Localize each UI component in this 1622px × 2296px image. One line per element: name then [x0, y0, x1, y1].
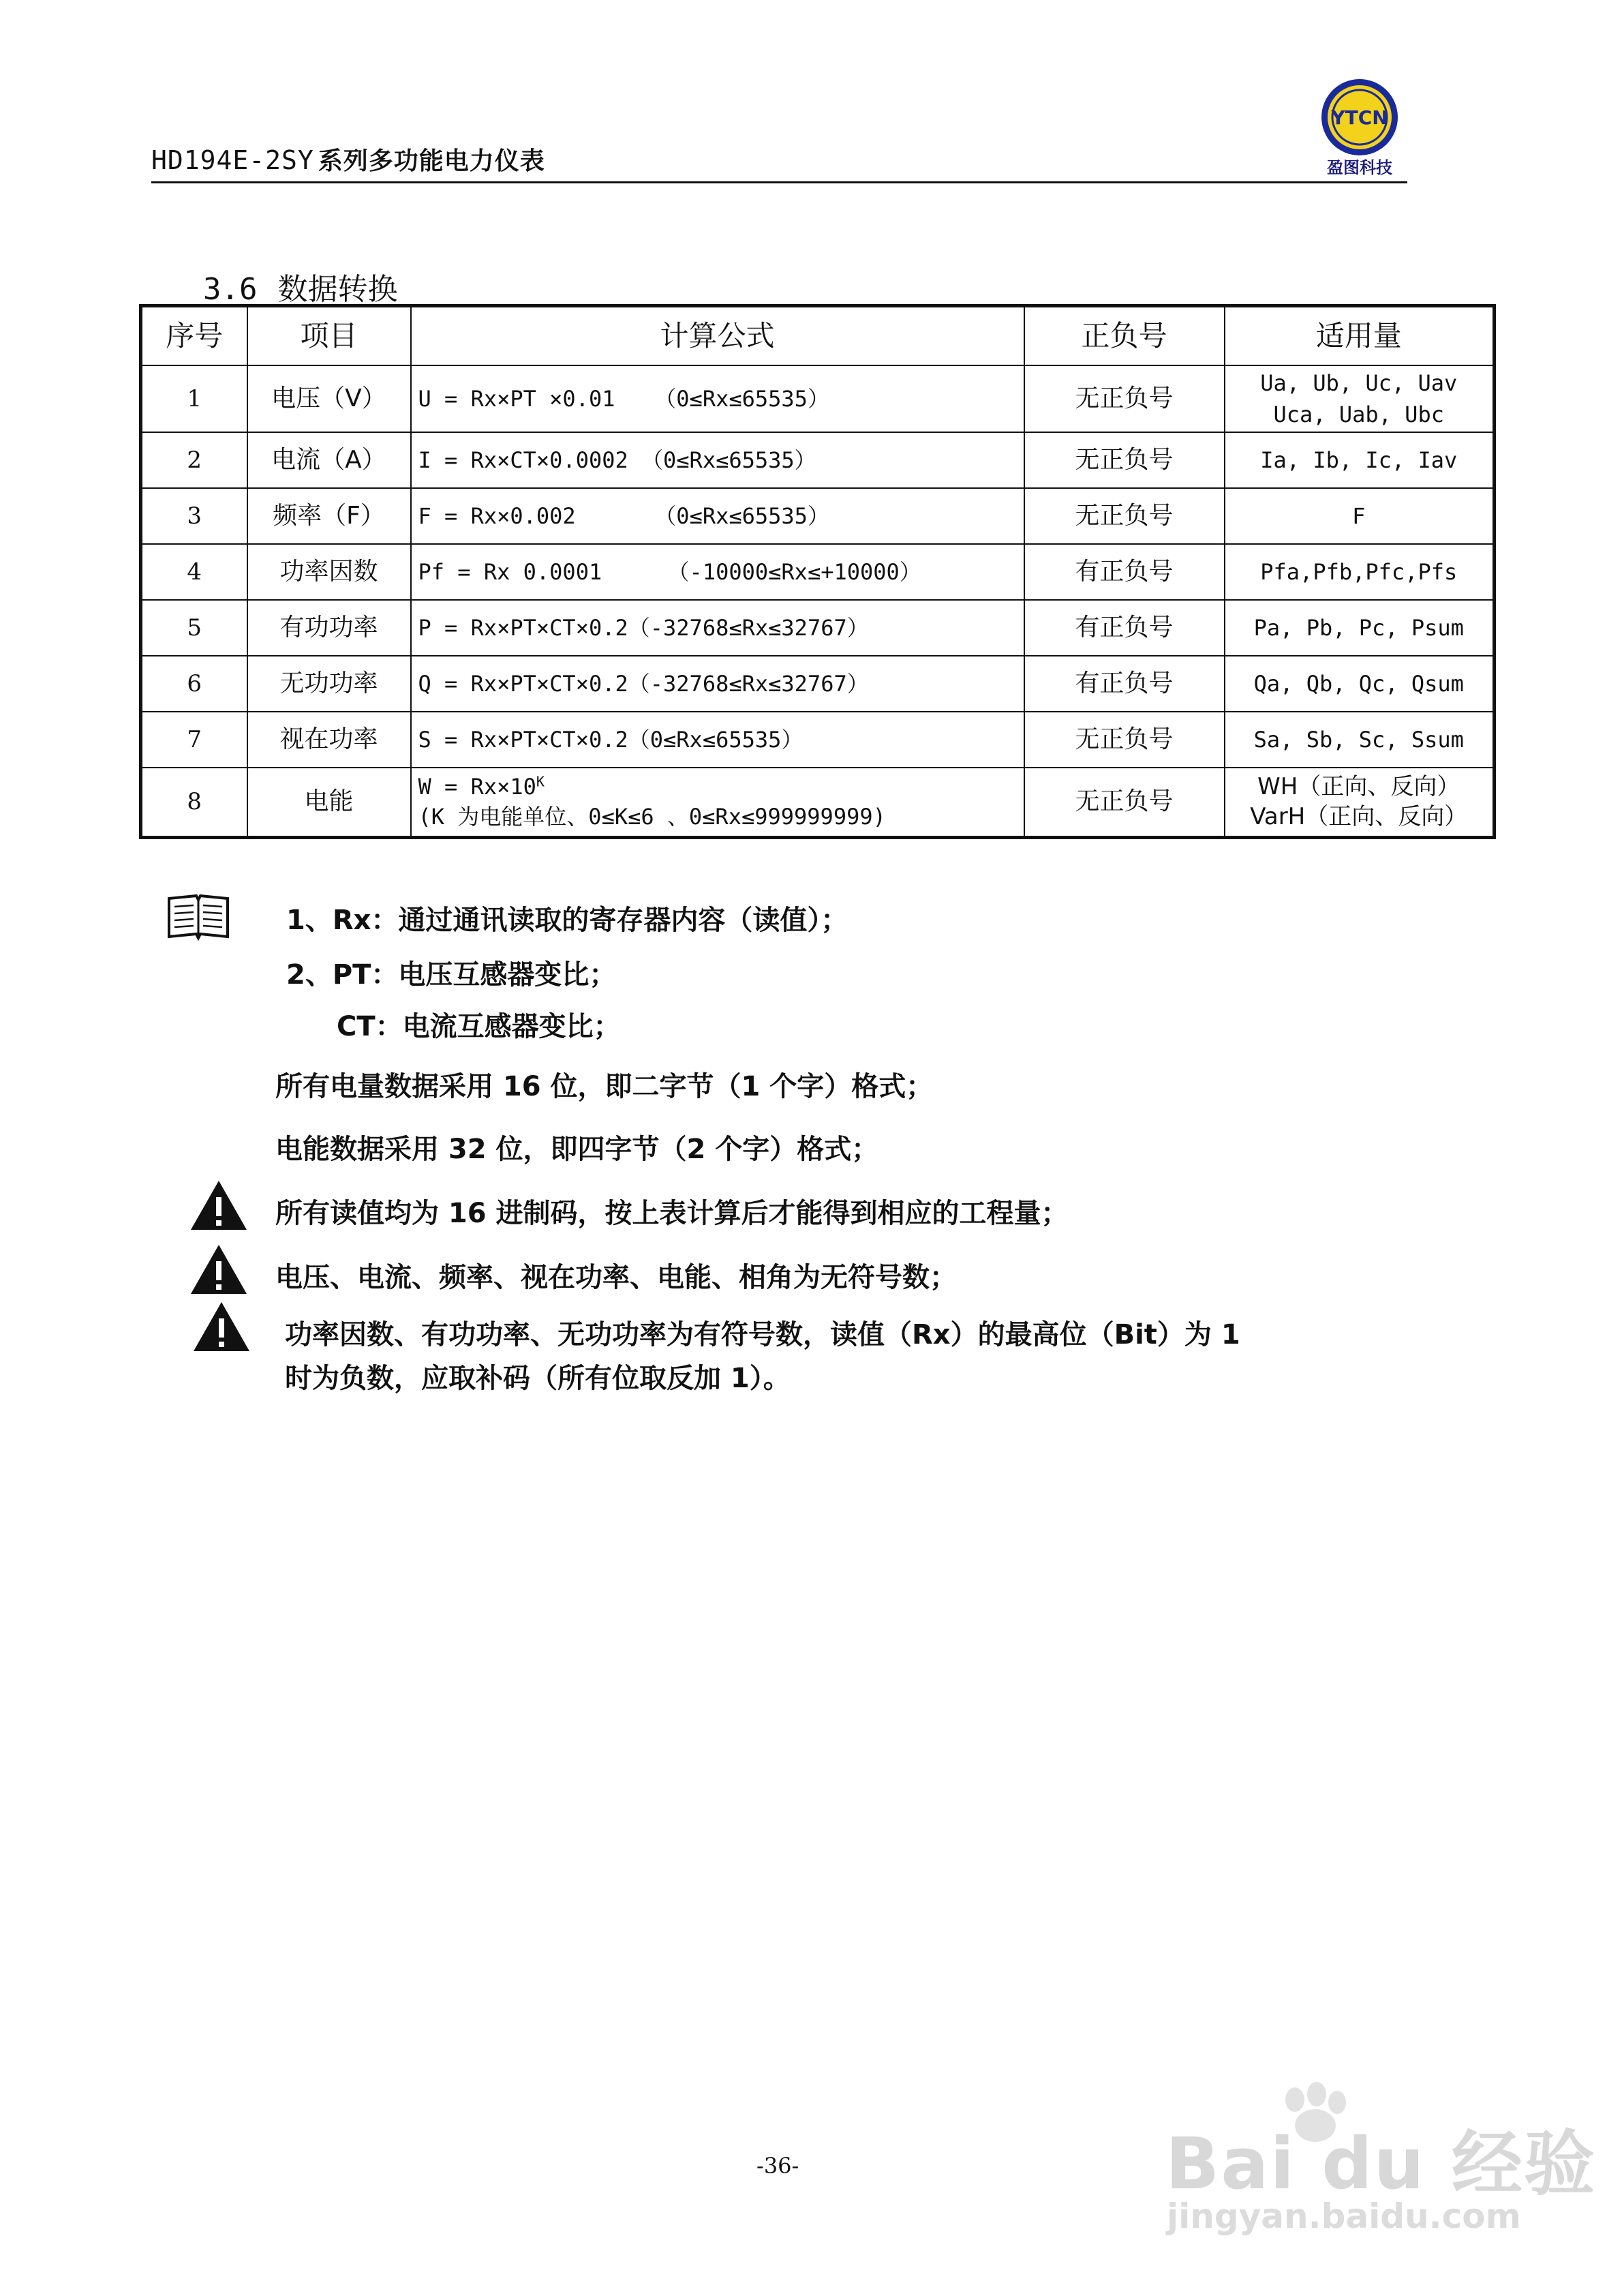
row-number: 7 [141, 712, 247, 768]
model-number: HD194E-2SY [151, 145, 314, 175]
table-row [141, 544, 1495, 600]
warning-hex-values: 所有读值均为 16 进制码，按上表计算后才能得到相应的工程量； [275, 1198, 1069, 1229]
section-number: 3.6 [203, 272, 258, 307]
note-rx: 1、Rx：通过通讯读取的寄存器内容（读值）； [286, 905, 848, 936]
row-item: 功率因数 [247, 544, 411, 600]
row-applies: Sa, Sb, Sc, Ssum [1225, 712, 1495, 768]
table-row [141, 600, 1495, 656]
table-header-row [141, 306, 1495, 366]
logo-text: YTCN [1331, 106, 1388, 129]
row-applies: Pa, Pb, Pc, Psum [1225, 600, 1495, 656]
row-formula: Pf = Rx 0.0001 （-10000≤Rx≤+10000） [411, 544, 1024, 600]
row-formula: S = Rx×PT×CT×0.2（0≤Rx≤65535） [411, 712, 1024, 768]
row-item: 频率（F） [247, 488, 411, 544]
row-formula: I = Rx×CT×0.0002 （0≤Rx≤65535） [411, 432, 1024, 488]
row-item: 有功功率 [247, 600, 411, 656]
document-header [151, 142, 545, 177]
warning-icon [191, 1299, 252, 1354]
column-header-formula: 计算公式 [411, 306, 1024, 366]
column-header-applies: 适用量 [1225, 306, 1495, 366]
product-description: 系列多功能电力仪表 [318, 147, 545, 175]
section-title: 数据转换 [277, 272, 398, 307]
row-item: 电流（A） [247, 432, 411, 488]
row-number: 6 [141, 656, 247, 712]
row-applies: Pfa,Pfb,Pfc,Pfs [1225, 544, 1495, 600]
data-conversion-table [139, 304, 1496, 839]
row-applies: Ua, Ub, Uc, Uav Uca, Uab, Ubc [1225, 365, 1495, 432]
warning-signed-line2: 时为负数，应取补码（所有位取反加 1）。 [285, 1363, 791, 1394]
row-number: 1 [141, 365, 247, 432]
column-header-no: 序号 [141, 306, 247, 366]
row-item: 视在功率 [247, 712, 411, 768]
row-sign: 有正负号 [1024, 656, 1225, 712]
row-applies: Ia, Ib, Ic, Iav [1225, 432, 1495, 488]
row-item: 电能 [247, 768, 411, 837]
column-header-sign: 正负号 [1024, 306, 1225, 366]
warning-unsigned: 电压、电流、频率、视在功率、电能、相角为无符号数； [275, 1262, 957, 1293]
column-header-item: 项目 [247, 306, 411, 366]
row-sign: 无正负号 [1024, 488, 1225, 544]
row-number: 4 [141, 544, 247, 600]
row-applies: F [1225, 488, 1495, 544]
warning-icon [188, 1242, 249, 1297]
note-ct: CT：电流互感器变比； [337, 1011, 621, 1042]
row-number: 5 [141, 600, 247, 656]
watermark-url: jingyan.baidu.com [1167, 2196, 1521, 2236]
row-applies: Qa, Qb, Qc, Qsum [1225, 656, 1495, 712]
row-number: 2 [141, 432, 247, 488]
row-formula: $W = Rx\times 10^K$ (K 为电能单位、0≤K≤6 、0≤Rx≤999999999) [411, 768, 1024, 837]
row-sign: 有正负号 [1024, 600, 1225, 656]
row-sign: 无正负号 [1024, 432, 1225, 488]
table-row [141, 432, 1495, 488]
row-item: 电压（V） [247, 365, 411, 432]
table-row [141, 768, 1495, 837]
row-sign: 无正负号 [1024, 365, 1225, 432]
table-row [141, 365, 1495, 432]
watermark-brand: Bai du 经验 [1165, 2122, 1596, 2205]
header-rule [151, 181, 1407, 183]
warning-signed-line1: 功率因数、有功功率、无功功率为有符号数，读值（Rx）的最高位（Bit）为 1 [285, 1319, 1240, 1350]
row-applies: WH（正向、反向） VarH（正向、反向） [1225, 768, 1495, 837]
book-icon [166, 892, 230, 942]
row-sign: 无正负号 [1024, 712, 1225, 768]
note-16bit: 所有电量数据采用 16 位，即二字节（1 个字）格式； [275, 1071, 934, 1102]
warning-icon [188, 1178, 249, 1233]
section-heading [203, 265, 397, 308]
row-sign: 有正负号 [1024, 544, 1225, 600]
row-number: 3 [141, 488, 247, 544]
row-formula: Q = Rx×PT×CT×0.2（-32768≤Rx≤32767） [411, 656, 1024, 712]
table-row [141, 656, 1495, 712]
page-number: -36- [756, 2153, 799, 2179]
logo-caption: 盈图科技 [1327, 158, 1392, 177]
row-sign: 无正负号 [1024, 768, 1225, 837]
row-number: 8 [141, 768, 247, 837]
table-row [141, 712, 1495, 768]
row-formula: F = Rx×0.002 （0≤Rx≤65535） [411, 488, 1024, 544]
note-32bit: 电能数据采用 32 位，即四字节（2 个字）格式； [275, 1134, 879, 1165]
note-pt: 2、PT：电压互感器变比； [286, 959, 617, 991]
row-item: 无功功率 [247, 656, 411, 712]
row-formula: U = Rx×PT ×0.01 （0≤Rx≤65535） [411, 365, 1024, 432]
table-row [141, 488, 1495, 544]
row-formula: P = Rx×PT×CT×0.2（-32768≤Rx≤32767） [411, 600, 1024, 656]
